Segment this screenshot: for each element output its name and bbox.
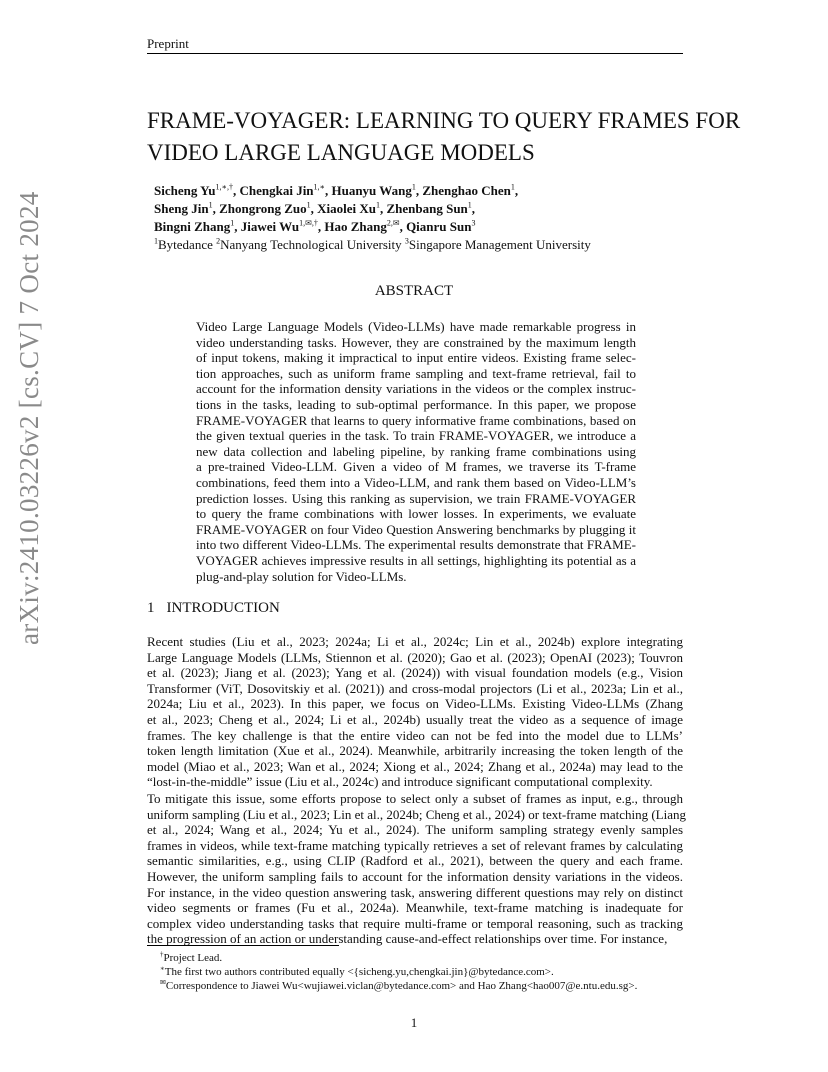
abstract-line: of input tokens, making it impractical to input entire videos. Existing frame selec- (196, 350, 636, 366)
abstract-line: video understanding tasks. However, they are constrained by the maximum length (196, 334, 636, 350)
author-line-3 (154, 218, 714, 236)
abstract-line: the given textual queries in the task. To train FRAME-VOYAGER, we introduce a (196, 428, 636, 444)
intro-line: et al. (2023); Jiang et al. (2023); Yang et al. (2024)) with visual foundation models (e.g., Vision (147, 665, 683, 681)
intro-line: “lost-in-the-middle” issue (Liu et al., 2024c) and introduce significant computational complexity. (147, 774, 653, 790)
author-name: Bingni Zhang (154, 219, 231, 234)
author-affil-mark: 1 (375, 200, 380, 210)
author-affil-mark: 1,∗ (313, 182, 325, 192)
intro-line: model (Miao et al., 2023; Wan et al., 2024; Xiong et al., 2024; Zhang et al., 2024a) may lead to the (147, 758, 683, 774)
author-separator: , (471, 201, 476, 216)
abstract-body (196, 319, 636, 584)
intro-line: et al., 2023; Cheng et al., 2024; Li et al., 2024b) usually treat the video as a sequence of image (147, 711, 683, 727)
author-name: , Zhenghao Chen (415, 183, 511, 198)
abstract-line: prediction losses. Using this ranking as supervision, we train FRAME-VOYAGER (196, 490, 636, 506)
author-name: , Zhongrong Zuo (212, 201, 307, 216)
header-rule (147, 53, 683, 54)
intro-paragraph-2 (147, 791, 687, 947)
author-name: Sheng Jin (154, 201, 209, 216)
author-separator: , (514, 183, 519, 198)
abstract-line: FRAME-VOYAGER that learns to query informative frame combinations, based on (196, 412, 636, 428)
intro-line: complex video understanding tasks that require multi-frame or temporal reasoning, such as tracking (147, 915, 683, 931)
author-affil-mark: 2,✉ (386, 218, 400, 228)
intro-line: video segments or frames (Fu et al., 2024a). Meanwhile, text-frame matching is inadequate for (147, 900, 683, 916)
section-number: 1 (147, 600, 155, 616)
intro-line: the progression of an action or understanding cause-and-effect relationships over time. For instance, (147, 931, 668, 947)
page-number: 1 (410, 1015, 418, 1030)
author-name: Sicheng Yu (154, 183, 216, 198)
author-affil-mark: 1 (510, 182, 515, 192)
abstract-heading: ABSTRACT (374, 283, 454, 299)
intro-line: 2024a; Liu et al., 2023). In this paper, we focus on Video-LLMs. Existing Video-LLMs (Zhang (147, 696, 683, 712)
author-name: , Jiawei Wu (234, 219, 300, 234)
intro-line: Transformer (ViT, Dosovitskiy et al. (2021)) and cross-modal projectors (Li et al., 2023a; Lin et al., (147, 680, 683, 696)
intro-paragraph-1 (147, 634, 683, 790)
intro-line: uniform sampling (Liu et al., 2023; Lin et al., 2024b; Cheng et al., 2024) or text-frame matching (Liang (147, 806, 687, 822)
footnote-rule (147, 945, 339, 946)
abstract-line: a pre-trained Video-LLM. Given a video of M frames, we traverse its T-frame (196, 459, 636, 475)
abstract-line: tions in the tasks, leading to sub-optimal performance. In this paper, we propose (196, 396, 636, 412)
abstract-line: FRAME-VOYAGER on four Video Question Answering benchmarks by plugging it (196, 521, 636, 537)
affil-mark: 2 (216, 236, 221, 246)
arxiv-identifier: arXiv:2410.03226v2 [cs.CV] 7 Oct 2024 (14, 191, 44, 645)
title-line-1: FRAME-VOYAGER: LEARNING TO QUERY FRAMES FOR (147, 108, 741, 133)
abstract-line: plug-and-play solution for Video-LLMs. (196, 568, 407, 584)
author-block (154, 182, 714, 254)
abstract-line: tion approaches, such as uniform frame sampling and text-frame retrieval, fail to (196, 365, 636, 381)
abstract-line: to query the frame combinations with lower losses. In experiments, we evaluate (196, 506, 636, 522)
abstract-line: combinations, feed them into a Video-LLM, and rank them based on Video-LLM’s (196, 474, 636, 490)
footnote-mark: † (160, 950, 164, 959)
affil-mark: 1 (154, 236, 158, 246)
footnote-text: The first two authors contributed equally <{sicheng.yu,chengkai.jin}@bytedance.com>. (164, 966, 554, 978)
author-name: , Chengkai Jin (232, 183, 314, 198)
affiliation: Singapore Management University (408, 237, 591, 252)
intro-line: frames. The key challenge is that the entire video can not be fed into the model due to LLMs’ (147, 727, 683, 743)
affiliations (154, 236, 714, 254)
intro-line: semantic similarities, e.g., using CLIP (Radford et al., 2021), between the query and each frame. (147, 853, 683, 869)
footnote-text: Correspondence to Jiawei Wu<wujiawei.viclan@bytedance.com> and Hao Zhang<hao007@e.ntu.edu.sg>. (165, 980, 638, 992)
intro-line: frames in videos, while text-frame matching typically retrieves a set of relevant frames by calculating (147, 837, 683, 853)
paper-title (147, 105, 741, 169)
abstract-line: new data collection and labeling pipeline, by ranking frame combinations using (196, 443, 636, 459)
author-name: , Qianru Sun (399, 219, 472, 234)
affiliation: Bytedance (158, 237, 217, 252)
affiliation: Nanyang Technological University (220, 237, 405, 252)
section-heading (147, 600, 280, 617)
author-name: , Xiaolei Xu (310, 201, 376, 216)
footnote-text: Project Lead. (163, 952, 223, 964)
intro-line: To mitigate this issue, some efforts propose to select only a subset of frames as input, e.g., through (147, 791, 683, 806)
author-affil-mark: 3 (471, 218, 476, 228)
author-line-2 (154, 200, 714, 218)
author-line-1 (154, 182, 714, 200)
author-name: , Zhenbang Sun (379, 201, 468, 216)
footnotes (160, 951, 637, 993)
footnote-mark: ✉ (160, 978, 166, 987)
running-header: Preprint (147, 36, 189, 51)
intro-line: token length limitation (Xue et al., 2024). Meanwhile, arbitrarily increasing the token length of the (147, 743, 683, 759)
author-name: , Huanyu Wang (324, 183, 412, 198)
author-affil-mark: 1 (411, 182, 416, 192)
abstract-line: into two different Video-LLMs. The experimental results demonstrate that FRAME- (196, 537, 636, 553)
abstract-line: VOYAGER achieves impressive results in all settings, highlighting its potential as a (196, 552, 636, 568)
abstract-line: Video Large Language Models (Video-LLMs) have made remarkable progress in (196, 319, 636, 334)
title-line-2: VIDEO LARGE LANGUAGE MODELS (147, 140, 535, 165)
footnote-project-lead (160, 951, 637, 965)
intro-line: Large Language Models (LLMs, Stiennon et al. (2020); Gao et al. (2023); OpenAI (2023); Touvron (147, 649, 683, 665)
author-affil-mark: 1 (467, 200, 472, 210)
footnote-mark: ∗ (160, 964, 165, 973)
abstract-line: account for the information density variations in the videos or the complex instruc- (196, 381, 636, 397)
intro-line: For instance, in the video question answering task, answering different questions may rely on distinct (147, 884, 683, 900)
intro-line: Recent studies (Liu et al., 2023; 2024a; Li et al., 2024c; Lin et al., 2024b) explore integrating (147, 634, 683, 649)
footnote-equal-contribution (160, 965, 637, 979)
author-affil-mark: 1 (208, 200, 213, 210)
author-name: , Hao Zhang (317, 219, 387, 234)
intro-line: However, the uniform sampling fails to account for the information density variations in the videos. (147, 868, 683, 884)
footnote-correspondence (160, 979, 637, 993)
affil-mark: 3 (404, 236, 409, 246)
section-title: INTRODUCTION (166, 600, 280, 616)
author-affil-mark: 1 (306, 200, 311, 210)
author-affil-mark: 1,∗,† (215, 182, 233, 192)
author-affil-mark: 1 (230, 218, 235, 228)
author-affil-mark: 1,✉,† (299, 218, 318, 228)
intro-line: et al., 2024; Wang et al., 2024; Yu et al., 2024). The uniform sampling strategy evenly samples (147, 822, 683, 838)
